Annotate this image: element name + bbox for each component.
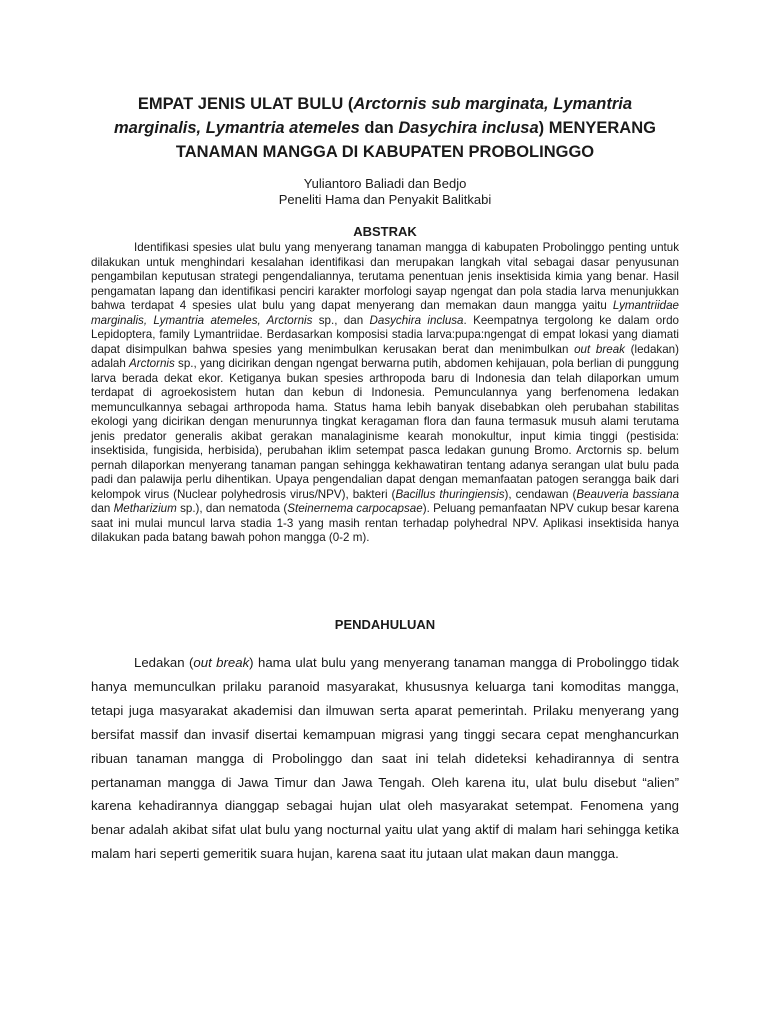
section-heading: PENDAHULUAN [334, 617, 436, 632]
intro-paragraph [91, 651, 679, 866]
author-names: Yuliantoro Baliadi dan Bedjo [303, 176, 467, 191]
abstract-text: (ledakan) adalah [91, 342, 679, 370]
abstract-species: Metharizium [113, 502, 177, 515]
paper-title [90, 92, 680, 164]
intro-term: out break [193, 655, 250, 670]
title-text: ) MENYERANG [538, 119, 656, 137]
intro-text: Ledakan ( [134, 655, 194, 670]
abstract-text: ). Peluang pemanfaatan NPV cukup besar karena saat ini mulai muncul larva stadia 1-3 yang masih rentan terhadap polyhedral NPV. Aplikasi insektisida hanya dilakukan pada batang bawah pohon mangga (0-2 m). [91, 502, 679, 544]
abstract-text: . Keempatnya tergolong ke dalam ordo Lepidoptera, family Lymantriidae. Berdasarkan komposisi stadia larva:pupa:ngengat di empat lokasi yang diamati dapat disimpulkan bahwa spesies yang menimbulkan kerusakan berat dan menimbulkan [91, 313, 679, 356]
abstract-text: sp., yang dicirikan dengan ngengat berwarna putih, abdomen kehijauan, pola berlian di punggung larva berada dekat ekor. Ketiganya bukan spesies arthropoda baru di Indonesia dan telah dilaporkan umum terdapat di agroekosistem hutan dan kebun di Indonesia. Pemunculannya yang berfenomena ledakan memunculkannya sebagai arthropoda hama. Status hama lebih banyak disebabkan oleh perubahan stabilitas ekologi yang dicirikan dengan menurunnya tingkat keragaman flora dan fauna termasuk musuh alami terutama jenis predator generalis akibat gerakan manalaginisme kearah monokultur, input kimia tinggi (pestisida: insektisida, fungisida, herbisida), perubahan iklim setempat pasca ledakan gunung Bromo. Arctornis sp. belum pernah dilaporkan menyerang tanaman pangan sehingga kekhawatiran tentang adanya serangan ulat bulu pada padi dan palawija perlu dihentikan. Upaya pengendalian dapat dengan memanfaatan patogen serangga baik dari kelompok virus (Nuclear polyhedrosis virus/NPV), bakteri ( [91, 357, 679, 501]
abstract-heading: ABSTRAK [353, 224, 417, 239]
abstract-species: Lymantriidae marginalis, Lymantria atemeles, Arctornis [91, 299, 679, 327]
abstract-text: sp.), dan nematoda ( [176, 502, 288, 515]
intro-text: ) hama ulat bulu yang menyerang tanaman mangga di Probolinggo tidak hanya memunculkan prilaku paranoid masyarakat, khususnya keluarga tani komoditas mangga, tetapi juga masyarakat akademisi dan ilmuwan serta aparat pemerintah. Prilaku menyerang yang bersifat massif dan invasif disertai kemampuan migrasi yang tinggi secara cepat menghancurkan ribuan tanaman mangga di Probolinggo dan saat ini telah dideteksi kehadirannya di sentra pertanaman mangga di Jawa Timur dan Jawa Tengah. Oleh karena itu, ulat bulu disebut “alien” karena kehadirannya dianggap sebagai hujan ulat oleh masyarakat setempat. Fenomena yang benar adalah akibat sifat ulat bulu yang nocturnal yaitu ulat yang aktif di malam hari sehingga ketika malam hari seperti gemeritik suara hujan, karena saat itu jutaan ulat makan daun mangga. [91, 655, 679, 862]
author-affiliation: Peneliti Hama dan Penyakit Balitkabi [278, 192, 492, 207]
abstract-paragraph [91, 241, 679, 546]
abstract-species: Arctornis [129, 357, 175, 370]
title-species: Arctornis sub marginata, Lymantria [353, 95, 633, 113]
abstract-species: Beauveria bassiana [576, 487, 680, 501]
abstract-text: Identifikasi spesies ulat bulu yang menyerang tanaman mangga di kabupaten Probolinggo penting untuk dilakukan untuk menghindari kesalahan identifikasi dan merupakan langkah vital sebagai dasar penyusunan pengambilan keputusan strategi pengendaliannya, terutama penentuan jenis insektisida kimia yang benar. Hasil pengamatan lapang dan identifikasi penciri karakter morfologi sayap ngengat dan pola stadia larva menunjukkan bahwa terdapat 4 spesies ulat bulu yang dapat menyerang dan memakan daun mangga yaitu [91, 241, 679, 312]
abstract-text: ), cendawan ( [504, 487, 577, 501]
title-species: Dasychira inclusa [398, 119, 539, 137]
title-text: dan [359, 119, 399, 137]
title-species: marginalis, Lymantria atemeles [114, 119, 360, 137]
abstract-term: out break [574, 342, 625, 356]
abstract-text: dan [91, 502, 114, 515]
abstract-species: Steinernema carpocapsae [287, 502, 423, 515]
abstract-text: sp., dan [312, 313, 370, 327]
title-text: EMPAT JENIS ULAT BULU ( [137, 95, 354, 113]
title-text: TANAMAN MANGGA DI KABUPATEN PROBOLINGGO [175, 143, 595, 161]
abstract-species: Bacillus thuringiensis [395, 487, 505, 501]
abstract-species: Dasychira inclusa [369, 313, 464, 327]
author-block [90, 176, 680, 208]
